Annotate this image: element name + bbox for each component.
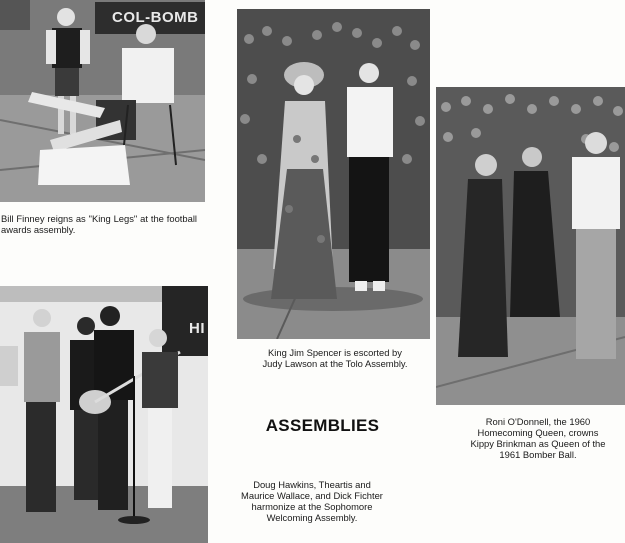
- caption-welcoming: Doug Hawkins, Theartis and Maurice Wallace, and Dick Fichter harmonize at the Sophomore Welcoming Assembly.: [241, 479, 383, 523]
- caption-king-legs: Bill Finney reigns as "King Legs" at the football awards assembly.: [1, 213, 197, 235]
- photo-homecoming: [436, 87, 625, 405]
- photo-king-jim: [237, 9, 430, 339]
- photo-king-legs: [0, 0, 205, 202]
- photo-welcoming: [0, 286, 208, 543]
- banner-text: HI: [189, 320, 205, 337]
- caption-king-jim: King Jim Spencer is escorted by Judy Lawson at the Tolo Assembly.: [262, 347, 408, 369]
- page-title: ASSEMBLIES: [265, 416, 380, 435]
- banner-text: COL-BOMB: [112, 9, 199, 26]
- caption-homecoming: Roni O'Donnell, the 1960 Homecoming Queen, crowns Kippy Brinkman as Queen of the 1961 Bomber Ball.: [470, 416, 606, 460]
